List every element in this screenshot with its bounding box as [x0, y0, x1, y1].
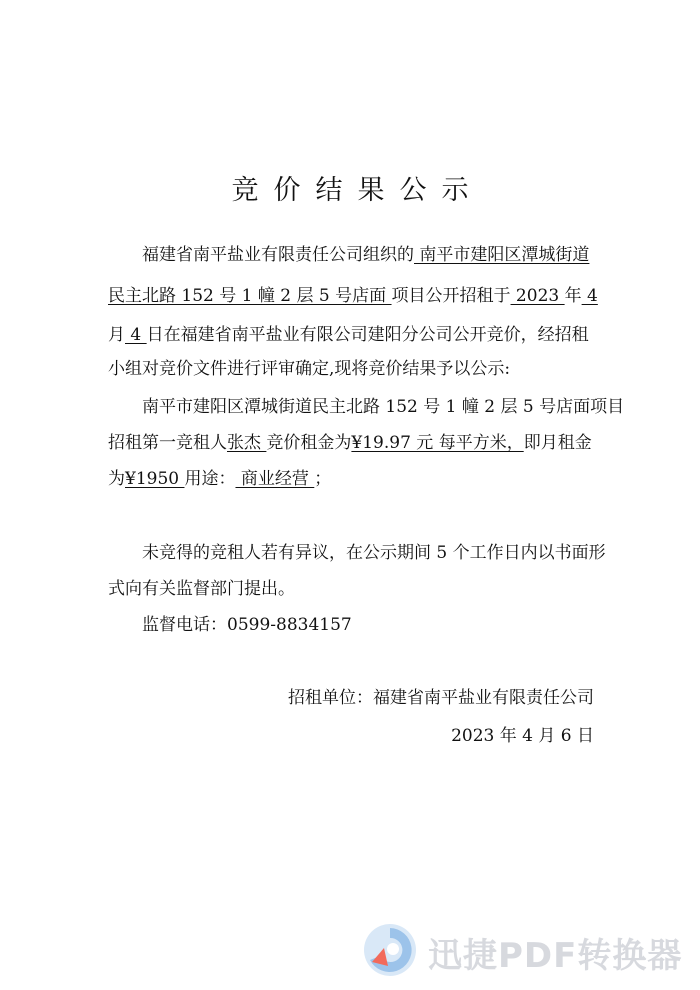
property-location-underlined: 南平市建阳区潭城街道 — [414, 245, 590, 265]
paragraph-2-line-1 — [142, 395, 624, 419]
rent-per-sqm: ¥19.97 元 每平方米， — [351, 433, 524, 453]
monthly-rent-value: ¥1950 — [125, 469, 185, 489]
tender-year-underlined: 2023 — [510, 286, 565, 306]
watermark — [362, 920, 692, 980]
objection-text-cont: 式向有关监督部门提出。 — [108, 579, 295, 599]
paragraph-1-line-4 — [108, 357, 510, 381]
property-address-underlined: 民主北路 152 号 1 幢 2 层 5 号店面 — [108, 286, 392, 306]
winning-bidder-name: 张杰 — [227, 433, 267, 453]
paragraph-1-line-3 — [108, 323, 589, 347]
paragraph-3-line-2 — [108, 577, 295, 601]
paragraph-1-line-1 — [142, 243, 589, 267]
objection-text: 未竞得的竞租人若有异议，在公示期间 5 个工作日内以书面形 — [142, 543, 606, 563]
tender-month-underlined: 4 — [581, 286, 598, 306]
monthly-rent-label: 即月租金 — [523, 433, 592, 453]
rent-label: 竞价租金为 — [266, 433, 352, 453]
announcement-text: 小组对竞价文件进行评审确定,现将竞价结果予以公示: — [108, 359, 511, 379]
first-bidder-label: 招租第一竞租人 — [108, 433, 227, 453]
issue-date: 2023 年 4 月 6 日 — [451, 726, 594, 746]
page-title: 竞价结果公示 — [231, 175, 484, 206]
usage-label: 用途： — [184, 469, 236, 489]
issuing-organization: 招租单位：福建省南平盐业有限责任公司 — [288, 688, 594, 708]
watermark-text: 迅捷PDF转换器 — [428, 936, 683, 976]
hotline-text: 监督电话：0599-8834157 — [142, 615, 352, 635]
bidding-text: 日在福建省南平盐业有限公司建阳分公司公开竞价，经招租 — [146, 325, 589, 345]
supervision-hotline — [142, 613, 352, 637]
pdf-converter-logo-icon — [362, 922, 418, 978]
tender-text: 项目公开招租于 — [391, 286, 511, 306]
paragraph-3-line-1 — [142, 541, 606, 565]
paragraph-2-line-2 — [108, 431, 592, 455]
year-char: 年 — [564, 286, 582, 306]
tender-day-underlined: 4 — [125, 325, 147, 345]
usage-value: 商业经营 — [235, 469, 315, 489]
for-char: 为 — [108, 469, 125, 489]
paragraph-2-line-3 — [108, 467, 331, 491]
paragraph-1-line-2 — [108, 284, 598, 308]
organizer-text: 福建省南平盐业有限责任公司组织的 — [142, 245, 414, 265]
project-text: 南平市建阳区潭城街道民主北路 152 号 1 幢 2 层 5 号店面项目 — [142, 397, 625, 417]
semicolon: ； — [314, 469, 332, 489]
month-char: 月 — [108, 325, 125, 345]
